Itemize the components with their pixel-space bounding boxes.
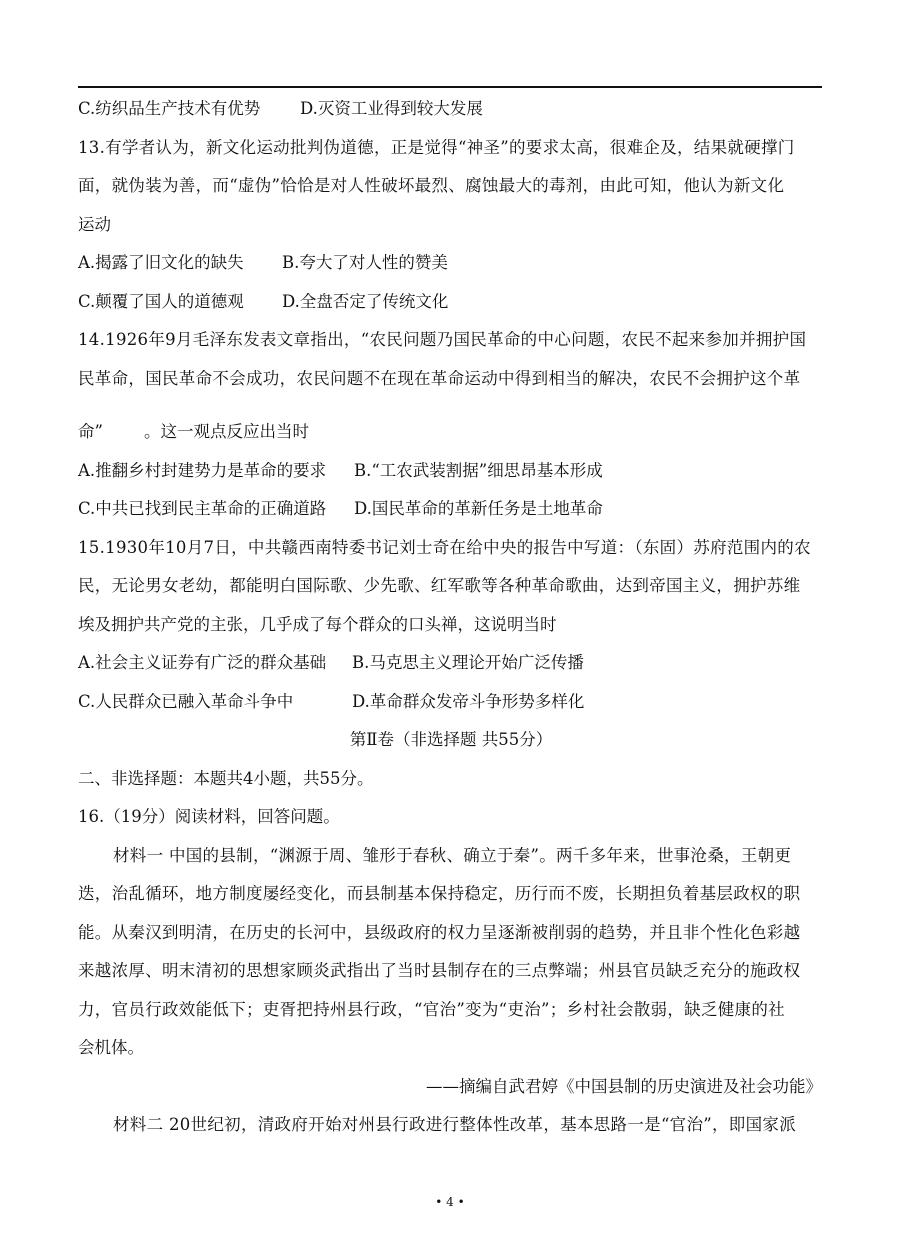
q12-options-cd <box>78 90 824 129</box>
q13-option-b: B.夸大了对人性的赞美 <box>282 253 448 272</box>
material1-source: ——摘编自武君婷《中国县制的历史演进及社会功能》 <box>426 1076 822 1096</box>
q13-line-1: 13.有学者认为，新文化运动批判伪道德，正是觉得“神圣”的要求太高，很难企及，结果就硬撑门 <box>78 137 795 157</box>
q14-line-3 <box>78 413 824 452</box>
q15-option-a: A.社会主义证券有广泛的群众基础 <box>78 653 327 672</box>
page-number: • 4 • <box>435 1195 465 1209</box>
material1-line-2: 迭，治乱循环，地方制度屡经变化，而县制基本保持稳定，历行而不废，长期担负着基层政权的职 <box>78 884 801 903</box>
material2-line-1: 材料二 20世纪初，清政府开始对州县行政进行整体性改革，基本思路一是“官治”，即国家派 <box>113 1115 797 1134</box>
q15-option-d: D.革命群众发帝斗争形势多样化 <box>352 691 585 711</box>
q14-line-1: 14.1926年9月毛泽东发表文章指出，“农民问题乃国民革命的中心问题，农民不起来参加并拥护国 <box>78 330 807 349</box>
top-rule <box>78 86 822 88</box>
q13-option-c: C.颠覆了国人的道德观 <box>78 291 244 311</box>
material1-line-1: 材料一 中国的县制，“渊源于周、雏形于春秋、确立于秦”。两千多年来，世事沧桑，王朝更 <box>113 845 792 865</box>
q14-line-2: 民革命，国民革命不会成功，农民问题不在现在革命运动中得到相当的解决，农民不会拥护这个革 <box>78 368 801 388</box>
q15-line-1: 15.1930年10月7日，中共赣西南特委书记刘士奇在给中央的报告中写道：（东固）苏府范围内的农 <box>78 537 811 557</box>
q15-option-b: B.马克思主义理论开始广泛传播 <box>352 653 584 672</box>
q16-stem: 16.（19分）阅读材料，回答问题。 <box>78 807 340 826</box>
q14-options-cd <box>78 490 824 529</box>
q12-option-d: D.灭资工业得到较大发展 <box>300 99 483 118</box>
q13-options-ab <box>78 244 824 283</box>
q15-options-ab <box>78 644 824 683</box>
q15-line-2: 民，无论男女老幼，都能明白国际歌、少先歌、红军歌等各种革命歌曲，达到帝国主义，拥护苏维 <box>78 576 801 595</box>
q13-line-3: 运动 <box>78 214 111 234</box>
q15-option-c: C.人民群众已融入革命斗争中 <box>78 691 294 711</box>
part2-title: 第Ⅱ卷（非选择题 共55分） <box>349 730 553 749</box>
q13-line-2: 面，就伪装为善，而“虚伪”恰恰是对人性破坏最烈、腐蚀最大的毒剂，由此可知，他认为新文化 <box>78 176 785 195</box>
material1-line-6: 会机体。 <box>78 1038 144 1057</box>
q12-option-c: C.纺织品生产技术有优势 <box>78 99 261 118</box>
q14-line-3-quote-end: 命” <box>78 422 103 441</box>
material1-line-5: 力，官员行政效能低下；吏胥把持州县行政，“官治”变为“吏治”；乡村社会散弱，缺乏健康的社 <box>78 999 785 1019</box>
part2-instruction: 二、非选择题：本题共4小题，共55分。 <box>78 768 374 788</box>
q14-option-c: C.中共已找到民主革命的正确道路 <box>78 499 327 518</box>
exam-page <box>78 90 824 1145</box>
material1-line-4: 来越浓厚、明末清初的思想家顾炎武指出了当时县制存在的三点弊端；州县官员缺乏充分的施政权 <box>78 961 801 980</box>
q14-line-3-text: 。这一观点反应出当时 <box>144 422 309 441</box>
q13-option-a: A.揭露了旧文化的缺失 <box>78 253 244 272</box>
q14-option-b: B.“工农武装割据”细思昂基本形成 <box>354 460 603 480</box>
q14-option-d: D.国民革命的革新任务是土地革命 <box>354 499 603 518</box>
q14-options-ab <box>78 452 824 491</box>
material1-line-3: 能。从秦汉到明清，在历史的长河中，县级政府的权力呈逐渐被削弱的趋势，并且非个性化色彩越 <box>78 922 801 942</box>
q15-options-cd <box>78 683 824 722</box>
q14-option-a: A.推翻乡村封建势力是革命的要求 <box>78 460 327 480</box>
q15-line-3: 埃及拥护共产党的主张，几乎成了每个群众的口头禅，这说明当时 <box>78 614 557 634</box>
q13-option-d: D.全盘否定了传统文化 <box>282 291 449 311</box>
q13-options-cd <box>78 283 824 322</box>
